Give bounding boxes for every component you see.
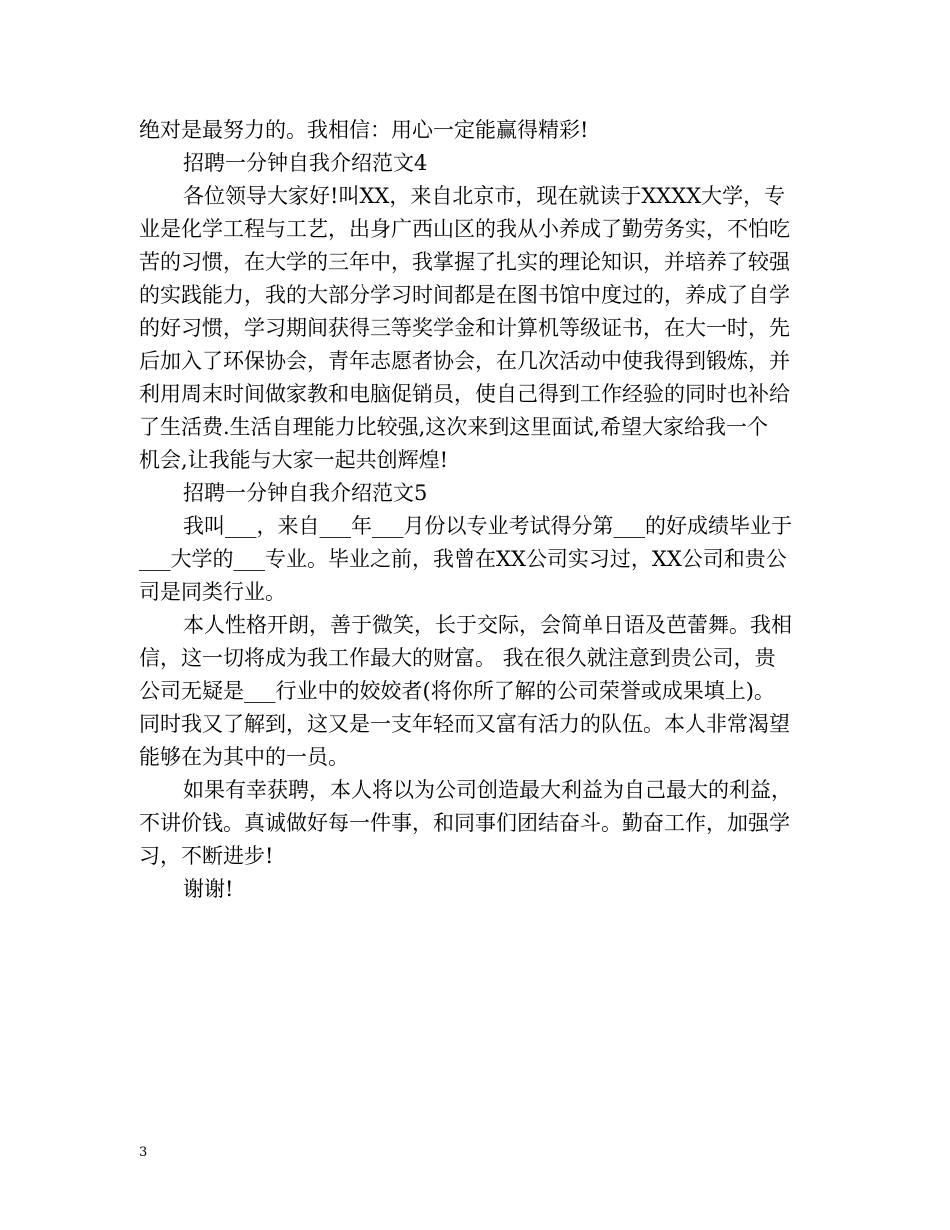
text-line-24: 谢谢! [183,877,234,901]
text-line-5: 苦的习惯，在大学的三年中，我掌握了扎实的理论知识，并培养了较强 [139,250,790,274]
text-line-14: ___大学的___专业。毕业之前，我曾在XX公司实习过，XX公司和贵公 [139,547,787,571]
text-line-13: 我叫___，来自___年___月份以专业考试得分第___的好成绩毕业于 [183,514,792,538]
text-line-7: 的好习惯，学习期间获得三等奖学金和计算机等级证书，在大一时，先 [139,316,790,340]
text-line-22: 不讲价钱。真诚做好每一件事，和同事们团结奋斗。勤奋工作，加强学 [139,811,790,835]
text-line-6: 的实践能力，我的大部分学习时间都是在图书馆中度过的，养成了自学 [139,283,790,307]
text-line-21: 如果有幸获聘，本人将以为公司创造最大利益为自己最大的利益， [183,778,792,802]
text-line-11: 机会,让我能与大家一起共创辉煌! [139,448,449,472]
text-line-4: 业是化学工程与工艺，出身广西山区的我从小养成了勤劳务实，不怕吃 [139,217,790,241]
text-line-10: 了生活费.生活自理能力比较强,这次来到这里面试,希望大家给我一个 [139,415,769,439]
text-line-8: 后加入了环保协会，青年志愿者协会，在几次活动中使我得到锻炼，并 [139,349,790,373]
section-heading-4: 招聘一分钟自我介绍范文4 [183,151,428,175]
text-line-3: 各位领导大家好!叫XX，来自北京市，现在就读于XXXX大学，专 [183,184,786,208]
section-heading-5: 招聘一分钟自我介绍范文5 [183,481,428,505]
text-line-1: 绝对是最努力的。我相信：用心一定能赢得精彩! [139,118,589,142]
page-number: 3 [139,1145,148,1160]
text-line-17: 信，这一切将成为我工作最大的财富。 我在很久就注意到贵公司，贵 [139,646,776,670]
text-line-16: 本人性格开朗，善于微笑，长于交际，会简单日语及芭蕾舞。我相 [183,613,792,637]
text-line-18: 公司无疑是___行业中的姣姣者(将你所了解的公司荣誉或成果填上)。 [139,679,775,703]
text-line-19: 同时我又了解到，这又是一支年轻而又富有活力的队伍。本人非常渴望 [139,712,790,736]
text-line-15: 司是同类行业。 [139,580,286,604]
text-line-20: 能够在为其中的一员。 [139,745,349,769]
text-line-23: 习，不断进步! [139,844,274,868]
document-body [139,114,815,906]
text-line-9: 利用周末时间做家教和电脑促销员，使自己得到工作经验的同时也补给 [139,382,790,406]
